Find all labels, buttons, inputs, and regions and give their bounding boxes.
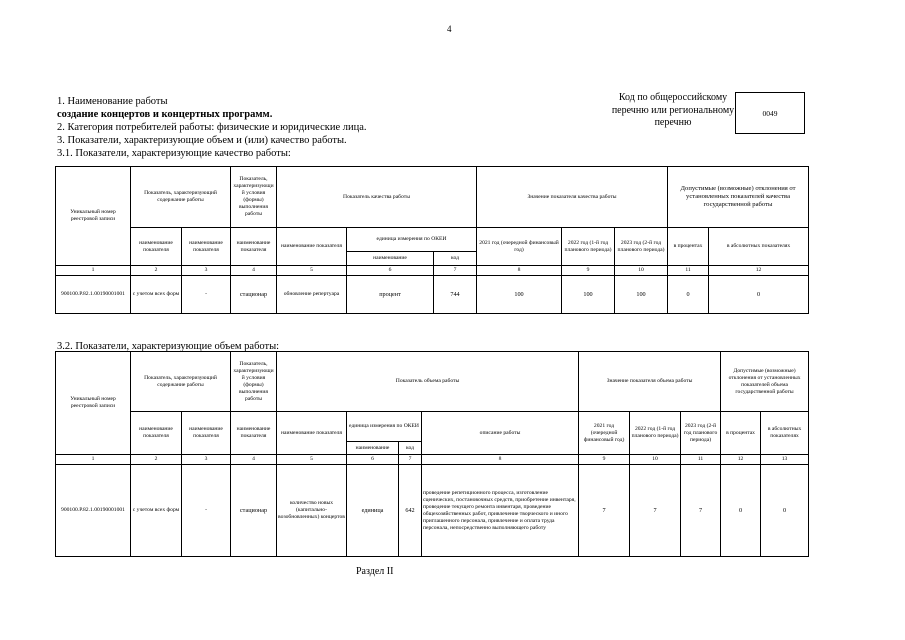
column-number: 1 [56, 455, 131, 465]
cell-registry-code: 900100.Р.82.1.00190001001 [56, 465, 131, 557]
header-year-2021: 2021 год (очередной финансовый год) [579, 412, 630, 455]
header-unique-number: Уникальный номер реестровой записи [56, 352, 131, 455]
volume-table [55, 351, 809, 557]
header-year-2023: 2023 год (2-й год планового периода) [681, 412, 721, 455]
quality-table [55, 166, 809, 314]
header-content: Показатель, характеризующий содержание работы [131, 352, 231, 412]
header-unit-code: код [399, 442, 422, 455]
column-number: 4 [231, 266, 277, 276]
header-quality: Показатель качества работы [277, 167, 477, 228]
column-number: 2 [131, 266, 182, 276]
cell-content: с учетом всех форм [131, 465, 182, 557]
indicators-heading: 3. Показатели, характеризующие объем и (или) качество работы. [57, 135, 347, 146]
quality-indicators-heading: 3.1. Показатели, характеризующие качество работы: [57, 148, 291, 159]
header-name: наименование показателя [231, 228, 277, 266]
cell-indicator: обновление репертуара [277, 276, 347, 314]
cell-value-2022: 7 [630, 465, 681, 557]
header-percent: в процентах [721, 412, 761, 455]
cell-value-2023: 7 [681, 465, 721, 557]
registry-code-box [735, 92, 805, 134]
column-number: 10 [615, 266, 668, 276]
cell-value-2021: 100 [477, 276, 562, 314]
column-number: 11 [668, 266, 709, 276]
work-name-label: 1. Наименование работы [57, 96, 168, 107]
header-unit: единица измерения по ОКЕИ [347, 412, 422, 442]
work-name-value: создание концертов и концертных программ. [57, 109, 273, 120]
volume-indicators-heading: 3.2. Показатели, характеризующие объем работы: [57, 341, 280, 352]
header-absolute: в абсолютных показателях [709, 228, 809, 266]
column-number: 7 [434, 266, 477, 276]
cell-registry-code: 900100.Р.82.1.00190001001 [56, 276, 131, 314]
cell-unit-code: 642 [399, 465, 422, 557]
column-number: 11 [681, 455, 721, 465]
header-volume: Показатель объема работы [277, 352, 579, 412]
header-unit: единица измерения по ОКЕИ [347, 228, 477, 252]
table-row [56, 465, 809, 557]
cell-percent: 0 [721, 465, 761, 557]
header-condition: Показатель, характеризующий условия (формы) выполнения работы [231, 352, 277, 412]
registry-code-value: 0049 [762, 108, 778, 118]
header-name: наименование показателя [131, 228, 182, 266]
cell-unit-name: единица [347, 465, 399, 557]
header-name: наименование показателя [182, 228, 231, 266]
column-number: 9 [579, 455, 630, 465]
column-number: 6 [347, 266, 434, 276]
cell-unit-code: 744 [434, 276, 477, 314]
header-values: Значение показателя качества работы [477, 167, 668, 228]
cell-description: проведение репетиционного процесса, изготовление сценических, постановочных средств, приобретение инвентаря, проведение текущего ремонта инвентаря, проведение общехозяйственных работ, привлечение творческого и иного приглашенного персонала, привлечение и оплата труда персонала, непосредственно выполняющего работу [422, 465, 579, 557]
cell-indicator: количество новых (капитально-возобновленных) концертов [277, 465, 347, 557]
header-content: Показатель, характеризующий содержание работы [131, 167, 231, 228]
header-name: наименование показателя [131, 412, 182, 455]
header-name: наименование показателя [277, 228, 347, 266]
column-number: 7 [399, 455, 422, 465]
table-row [56, 276, 809, 314]
cell-condition: стационар [231, 465, 277, 557]
cell-value-2023: 100 [615, 276, 668, 314]
column-number: 12 [709, 266, 809, 276]
column-number: 2 [131, 455, 182, 465]
page-number: 4 [447, 24, 452, 34]
header-year-2023: 2023 год (2-й год планового периода) [615, 228, 668, 266]
header-values: Значение показателя объема работы [579, 352, 721, 412]
column-number: 9 [562, 266, 615, 276]
header-percent: в процентах [668, 228, 709, 266]
column-number: 8 [477, 266, 562, 276]
cell-dash: - [182, 465, 231, 557]
header-unique-number: Уникальный номер реестровой записи [56, 167, 131, 266]
cell-percent: 0 [668, 276, 709, 314]
column-number: 6 [347, 455, 399, 465]
header-year-2022: 2022 год (1-й год планового периода) [562, 228, 615, 266]
column-number: 1 [56, 266, 131, 276]
header-name: наименование показателя [182, 412, 231, 455]
registry-code-label-line: Код по общероссийскому [618, 92, 728, 103]
column-number: 5 [277, 455, 347, 465]
column-number: 13 [761, 455, 809, 465]
registry-code-label-line: перечню или региональному [611, 104, 735, 116]
consumer-category: 2. Категория потребителей работы: физические и юридические лица. [57, 122, 367, 133]
header-absolute: в абсолютных показателях [761, 412, 809, 455]
section-title: Раздел II [356, 566, 394, 577]
header-name: наименование показателя [277, 412, 347, 455]
column-number: 3 [182, 266, 231, 276]
cell-absolute: 0 [709, 276, 809, 314]
column-number: 3 [182, 455, 231, 465]
header-unit-code: код [434, 252, 477, 266]
column-number: 4 [231, 455, 277, 465]
cell-absolute: 0 [761, 465, 809, 557]
column-number: 8 [422, 455, 579, 465]
cell-condition: стационар [231, 276, 277, 314]
cell-value-2021: 7 [579, 465, 630, 557]
cell-value-2022: 100 [562, 276, 615, 314]
cell-unit-name: процент [347, 276, 434, 314]
column-number: 5 [277, 266, 347, 276]
cell-dash: - [182, 276, 231, 314]
column-number: 12 [721, 455, 761, 465]
registry-code-label-line: перечню [654, 117, 692, 128]
cell-content: с учетом всех форм [131, 276, 182, 314]
header-condition: Показатель, характеризующий условия (формы) выполнения работы [231, 167, 277, 228]
header-year-2021: 2021 год (очередной финансовый год) [477, 228, 562, 266]
header-unit-name: наименование [347, 442, 399, 455]
registry-code-label [600, 92, 746, 130]
header-deviation: Допустимые (возможные) отклонения от установленных показателей объема государственной работы [721, 352, 809, 412]
header-year-2022: 2022 год (1-й год планового периода) [630, 412, 681, 455]
header-description: описание работы [422, 412, 579, 455]
header-deviation: Допустимые (возможные) отклонения от установленных показателей качества государственной работы [668, 167, 809, 228]
column-number: 10 [630, 455, 681, 465]
header-name: наименование показателя [231, 412, 277, 455]
header-unit-name: наименование [347, 252, 434, 266]
